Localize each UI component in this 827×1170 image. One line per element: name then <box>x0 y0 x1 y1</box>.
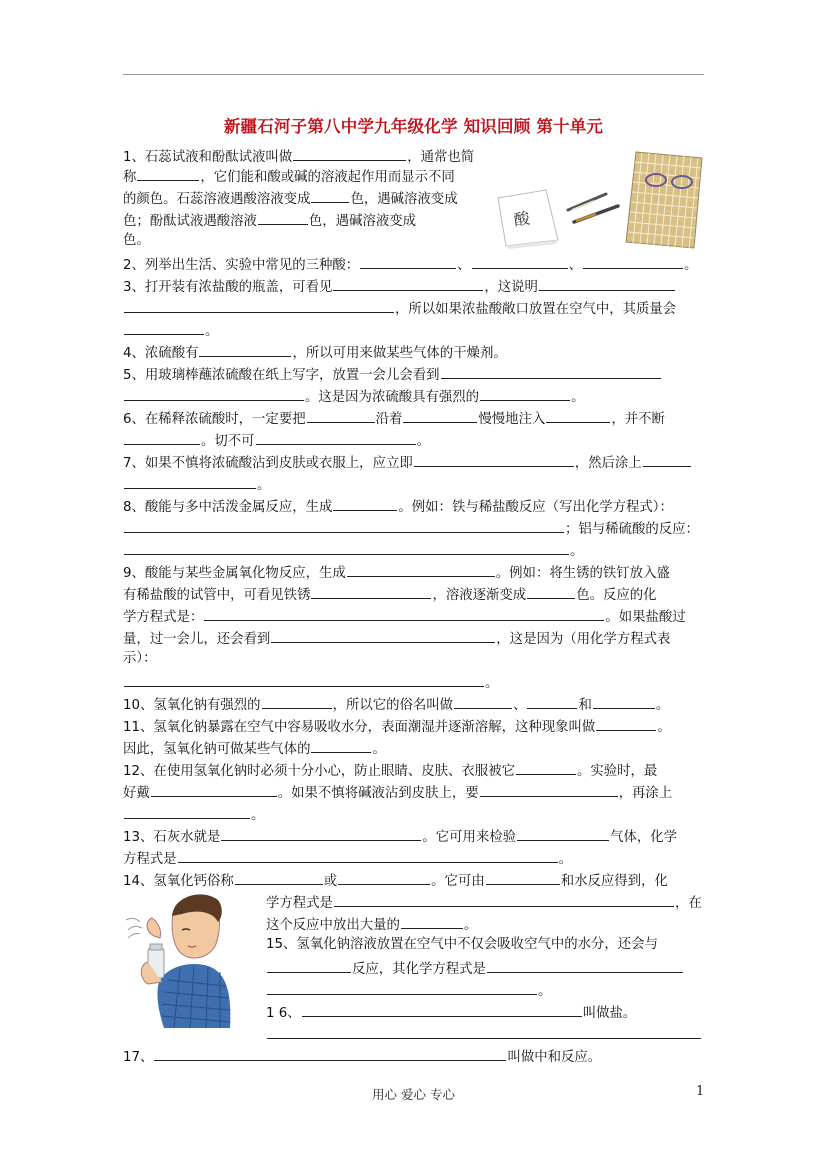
answer-blank[interactable] <box>360 254 456 269</box>
answer-blank[interactable] <box>338 870 430 885</box>
answer-blank[interactable] <box>486 870 560 885</box>
question-12-line-3: 。 <box>123 804 264 825</box>
answer-blank[interactable] <box>137 166 199 181</box>
glass-rod-icon <box>568 194 618 222</box>
sulfuric-acid-illustration <box>496 150 706 250</box>
question-8-line-2: ；铝与稀硫酸的反应： <box>123 518 699 539</box>
question-9-line-4: 量，过一会儿，还会看到 ，这是因为（用化学方程式表 <box>123 628 670 649</box>
answer-blank[interactable] <box>441 364 661 379</box>
answer-blank[interactable] <box>258 210 308 225</box>
answer-blank[interactable] <box>333 496 397 511</box>
answer-blank[interactable] <box>178 848 558 863</box>
question-15-line-2: 反应，其化学方程式是 <box>266 958 684 979</box>
answer-blank[interactable] <box>480 782 618 797</box>
answer-blank[interactable] <box>124 430 200 445</box>
question-7-line-1: 7、如果不慎将浓硫酸沾到皮肤或衣服上，应立即 ，然后涂上 <box>123 452 692 473</box>
question-6-line-1: 6、在稀释浓硫酸时，一定要把 沿着 慢慢地注入 ，并不断 <box>123 408 665 429</box>
question-3-line-1: 3、打开装有浓盐酸的瓶盖，可看见 ，这说明 <box>123 276 676 297</box>
answer-blank[interactable] <box>262 694 332 709</box>
answer-blank[interactable] <box>539 276 675 291</box>
answer-blank[interactable] <box>235 870 323 885</box>
question-1-line-3: 的颜色。石蕊溶液遇酸溶液变成 色，遇碱溶液变成 <box>123 188 458 209</box>
answer-blank[interactable] <box>480 386 570 401</box>
page-number: 1 <box>696 1084 705 1099</box>
answer-blank[interactable] <box>516 760 576 775</box>
question-14-line-1: 14、氢氧化钙俗称 或 。它可由 和水反应得到，化 <box>123 870 668 891</box>
answer-blank[interactable] <box>151 782 277 797</box>
student-smelling-bottle-illustration <box>118 888 258 1030</box>
answer-blank[interactable] <box>347 562 495 577</box>
answer-blank[interactable] <box>401 914 463 929</box>
question-3-line-3: 。 <box>123 320 218 341</box>
question-12-line-1: 12、在使用氢氧化钠时必须十分小心，防止眼睛、皮肤、衣服被它 。实验时，最 <box>123 760 657 781</box>
question-5-line-2: 。这是因为浓硫酸具有强烈的 。 <box>123 386 584 407</box>
answer-blank[interactable] <box>414 452 574 467</box>
answer-blank[interactable] <box>124 474 256 489</box>
question-1-line-2: 称 ，它们能和酸或碱的溶液起作用而显示不同 <box>123 166 455 187</box>
answer-blank[interactable] <box>124 298 394 313</box>
answer-blank[interactable] <box>527 694 577 709</box>
question-15-line-1: 15、氢氧化钠溶液放置在空气中不仅会吸收空气中的水分，还会与 <box>266 937 658 952</box>
question-8-line-3: 。 <box>123 540 583 561</box>
answer-blank[interactable] <box>307 408 375 423</box>
question-12-line-2: 好戴 。如果不慎将碱液沾到皮肤上，要 ，再涂上 <box>123 782 672 803</box>
question-9-line-3: 学方程式是： 。如果盐酸过 <box>123 606 686 627</box>
answer-blank[interactable] <box>643 452 691 467</box>
question-1-line-5: 色。 <box>123 233 150 248</box>
answer-blank[interactable] <box>454 694 512 709</box>
answer-blank[interactable] <box>124 540 569 555</box>
answer-blank[interactable] <box>311 188 349 203</box>
answer-blank[interactable] <box>124 804 250 819</box>
answer-blank[interactable] <box>124 672 484 687</box>
answer-blank[interactable] <box>124 518 564 533</box>
question-8-line-1: 8、酸能与多中活泼金属反应，生成 。例如：铁与稀盐酸反应（写出化学方程式）： <box>123 496 673 517</box>
answer-blank[interactable] <box>302 1002 582 1017</box>
answer-blank[interactable] <box>199 342 291 357</box>
page-footer: 用心 爱心 专心 <box>372 1087 455 1102</box>
question-10: 10、氢氧化钠有强烈的 ，所以它的俗名叫做 、 和 。 <box>123 694 669 715</box>
answer-blank[interactable] <box>546 408 610 423</box>
question-9-line-1: 9、酸能与某些金属氧化物反应，生成 。例如：将生锈的铁钉放入盛 <box>123 562 670 583</box>
answer-blank[interactable] <box>256 430 416 445</box>
question-4: 4、浓硫酸有 ，所以可用来做某些气体的干燥剂。 <box>123 342 507 363</box>
answer-blank[interactable] <box>472 254 568 269</box>
answer-blank[interactable] <box>267 1024 701 1039</box>
answer-blank[interactable] <box>267 980 537 995</box>
page-title: 新疆石河子第八中学九年级化学 知识回顾 第十单元 <box>223 117 604 136</box>
answer-blank[interactable] <box>583 254 683 269</box>
question-7-line-2: 。 <box>123 474 270 495</box>
answer-blank[interactable] <box>124 386 304 401</box>
answer-blank[interactable] <box>221 826 421 841</box>
question-14-line-3: 这个反应中放出大量的 。 <box>266 914 477 935</box>
question-11-line-1: 11、氢氧化钠暴露在空气中容易吸收水分，表面潮湿并逐渐溶解，这种现象叫做 。 <box>123 716 671 737</box>
answer-blank[interactable] <box>403 408 477 423</box>
answer-blank[interactable] <box>267 958 351 973</box>
question-1-line-4: 色；酚酞试液遇酸溶液 色，遇碱溶液变成 <box>123 210 416 231</box>
answer-blank[interactable] <box>271 628 495 643</box>
question-15-line-3: 。 <box>266 980 551 1001</box>
question-17: 17、 叫做中和反应。 <box>123 1046 601 1067</box>
question-9-line-6: 。 <box>123 672 498 693</box>
question-14-line-2: 学方程式是 ，在 <box>266 892 702 913</box>
question-16-line-2 <box>266 1024 702 1045</box>
answer-blank[interactable] <box>204 606 604 621</box>
question-6-line-2: 。切不可 。 <box>123 430 430 451</box>
question-1-line-1: 1、石蕊试液和酚酞试液叫做 ，通常也简 <box>123 146 474 167</box>
question-3-line-2: ，所以如果浓盐酸敞口放置在空气中，其质量会 <box>123 298 676 319</box>
answer-blank[interactable] <box>517 826 609 841</box>
answer-blank[interactable] <box>334 892 674 907</box>
answer-blank[interactable] <box>593 694 655 709</box>
answer-blank[interactable] <box>333 276 483 291</box>
answer-blank[interactable] <box>596 716 656 731</box>
question-13-line-2: 方程式是 。 <box>123 848 572 869</box>
question-9-line-2: 有稀盐酸的试管中，可看见铁锈 ，溶液逐渐变成 色。反应的化 <box>123 584 657 605</box>
answer-blank[interactable] <box>311 584 431 599</box>
header-rule <box>123 74 704 75</box>
question-9-line-5: 示）： <box>123 651 157 666</box>
answer-blank[interactable] <box>293 146 406 161</box>
question-16-line-1: 1 6、 叫做盐。 <box>266 1002 636 1023</box>
question-5-line-1: 5、用玻璃棒蘸浓硫酸在纸上写字，放置一会儿会看到 <box>123 364 662 385</box>
question-13-line-1: 13、石灰水就是 。它可用来检验 气体，化学 <box>123 826 677 847</box>
answer-blank[interactable] <box>487 958 683 973</box>
tiled-cloth-icon <box>626 152 702 248</box>
answer-blank[interactable] <box>527 584 575 599</box>
question-2: 2、列举出生活、实验中常见的三种酸： 、 、 。 <box>123 254 697 275</box>
answer-blank[interactable] <box>124 320 204 335</box>
answer-blank[interactable] <box>154 1046 506 1061</box>
answer-blank[interactable] <box>311 738 371 753</box>
paper-character: 酸 <box>512 208 532 230</box>
question-11-line-2: 因此，氢氧化钠可做某些气体的 。 <box>123 738 386 759</box>
